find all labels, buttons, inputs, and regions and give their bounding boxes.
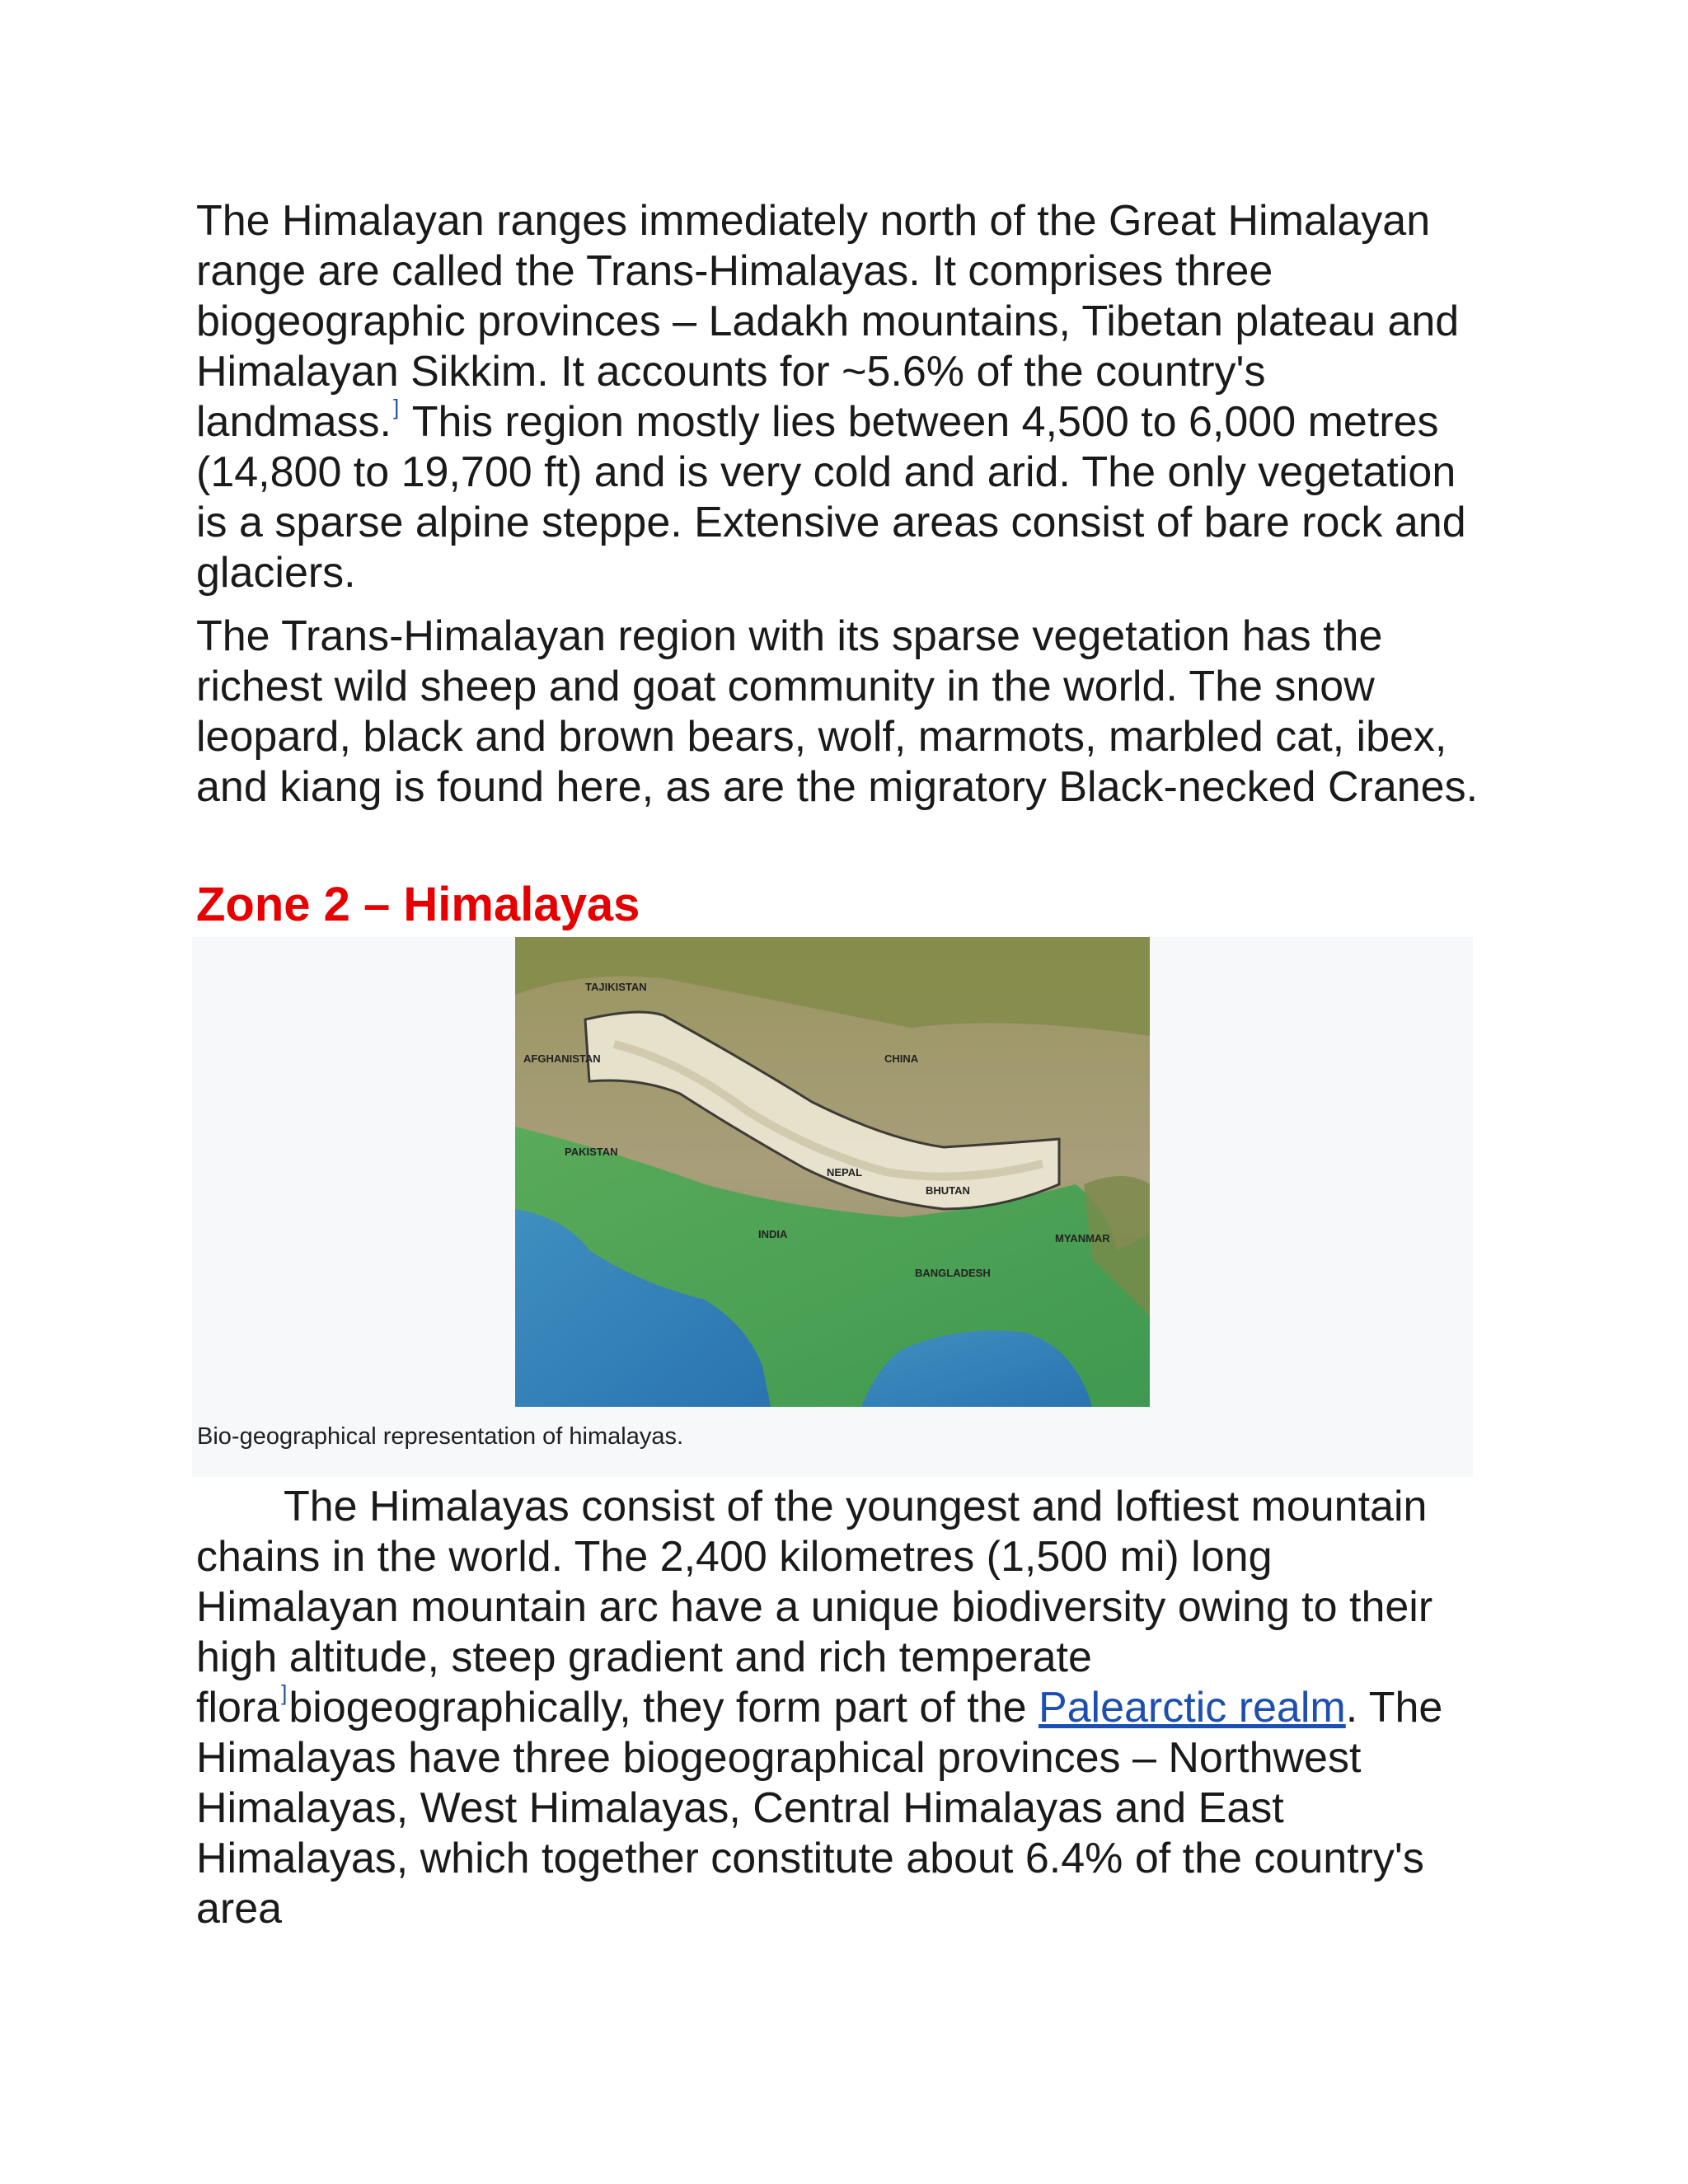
himalayas-map-image — [515, 937, 1150, 1407]
map-label-bhutan: BHUTAN — [926, 1184, 970, 1197]
palearctic-realm-link[interactable]: Palearctic realm — [1038, 1684, 1346, 1732]
map-figure — [192, 937, 1473, 1477]
reference-marker[interactable]: ] — [281, 1680, 288, 1705]
map-label-india: INDIA — [758, 1228, 788, 1240]
figure-caption: Bio-geographical representation of himalayas. — [197, 1423, 684, 1450]
map-label-tajikistan: TAJIKISTAN — [585, 981, 647, 993]
map-label-bangladesh: BANGLADESH — [915, 1267, 991, 1279]
paragraph-text: The Himalayas consist of the youngest and loftiest mountain chains in the world. The 2,400 kilometres (1,500 mi) long Himalayan mountain arc have a unique biodiversity owing to their high altitude, steep gradient and rich temperate flora — [196, 1483, 1433, 1732]
paragraph-text: This region mostly lies between 4,500 to 6,000 metres (14,800 to 19,700 ft) and is very cold and arid. The only vegetation is a sparse alpine steppe. Extensive areas consist of bare rock and glaciers. — [196, 398, 1466, 597]
section-heading-zone-2: Zone 2 – Himalayas — [196, 878, 640, 931]
paragraph-himalayas — [196, 1482, 1482, 1934]
paragraph-text: biogeographically, they form part of the — [288, 1684, 1039, 1732]
map-label-nepal: NEPAL — [827, 1166, 863, 1179]
paragraph-text: . The Himalayas have three biogeographical provinces – Northwest Himalayas, West Himalayas, Central Himalayas and East Himalayas, which together constitute about 6.4% of the country's area — [196, 1684, 1443, 1933]
map-label-pakistan: PAKISTAN — [565, 1146, 618, 1158]
map-label-afghanistan: AFGHANISTAN — [523, 1052, 601, 1065]
map-label-myanmar: MYANMAR — [1055, 1232, 1110, 1244]
paragraph-wildlife: The Trans-Himalayan region with its sparse vegetation has the richest wild sheep and goat community in the world. The snow leopard, black and brown bears, wolf, marmots, marbled cat, ibex, and kiang is found here, as are the migratory Black-necked Cranes. — [196, 612, 1479, 811]
reference-marker[interactable]: ] — [393, 395, 400, 419]
paragraph-trans-himalayas — [196, 196, 1482, 598]
map-label-china: CHINA — [884, 1052, 919, 1065]
paragraph-text: The Himalayan ranges immediately north of the Great Himalayan range are called the Trans-Himalayas. It comprises three biogeographic provinces – Ladakh mountains, Tibetan plateau and Himalayan Sikkim. It accounts for ~5.6% of the country's landmass. — [196, 197, 1460, 446]
